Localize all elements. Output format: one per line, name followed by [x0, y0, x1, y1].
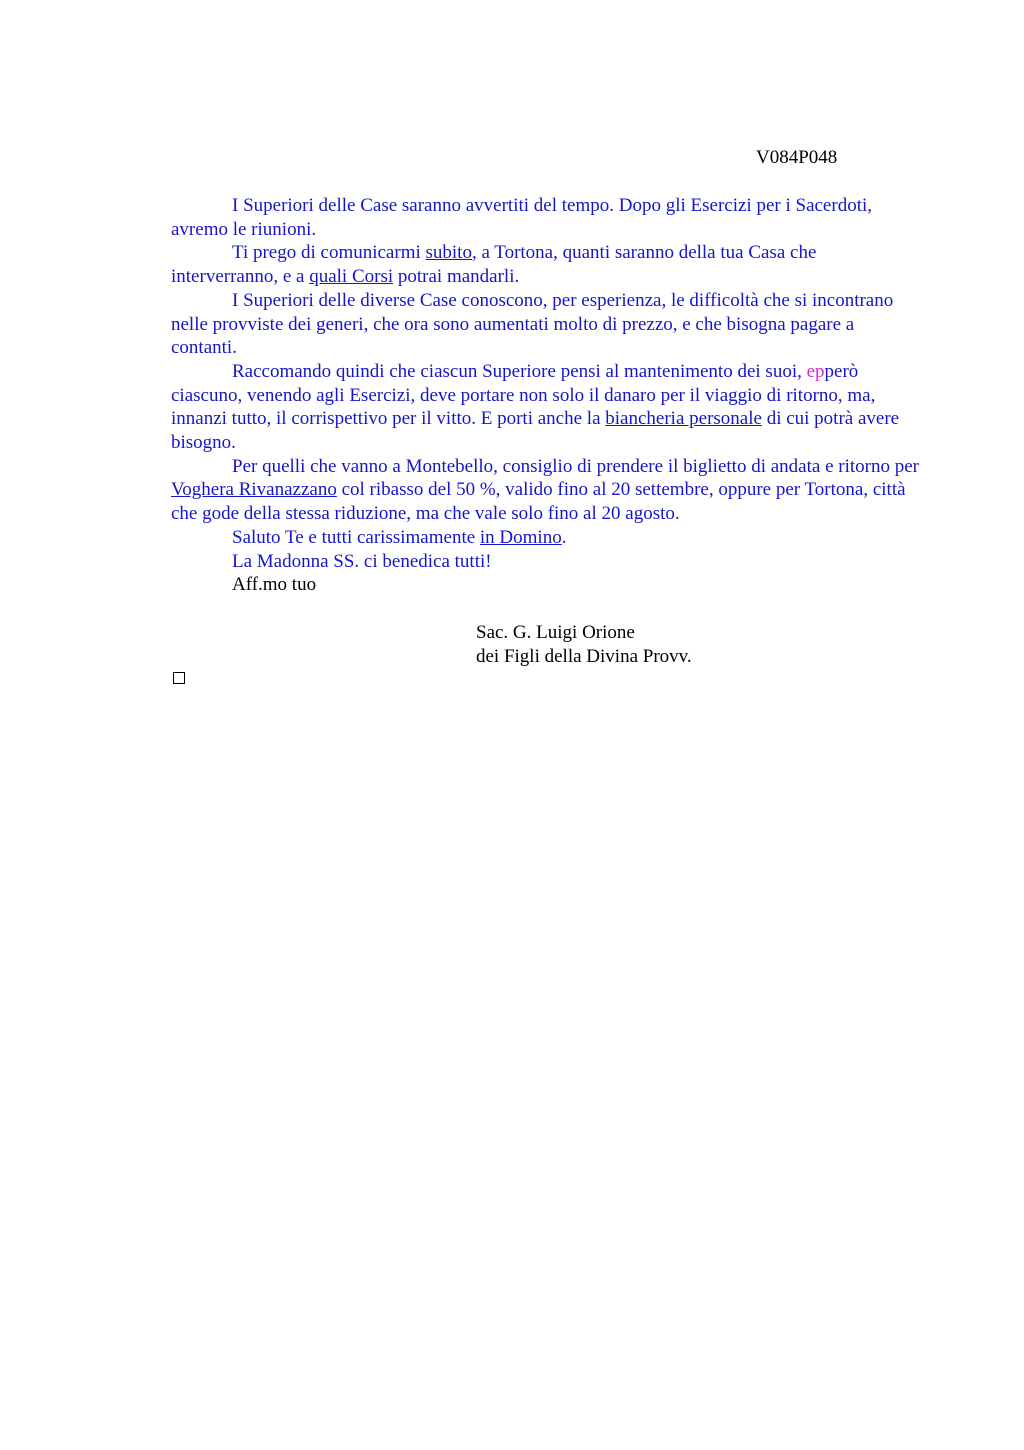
text-segment: .: [561, 526, 567, 548]
highlighted-text: ep: [806, 360, 825, 382]
end-marker-box-icon: [173, 672, 185, 684]
text-segment: Ti prego di comunicarmi: [232, 242, 426, 264]
signature-title: dei Figli della Divina Provv.: [476, 645, 692, 667]
paragraph-1: I Superiori delle Case saranno avvertiti del tempo. Dopo gli Esercizi per i Sacerdoti, avremo le riunioni.: [171, 195, 872, 240]
closing-line: Aff.mo tuo: [232, 574, 317, 596]
paragraph-5: [171, 455, 921, 526]
letter-body: [171, 194, 921, 597]
text-segment: potrai mandarli.: [393, 266, 520, 288]
paragraph-7: La Madonna SS. ci benedica tutti!: [232, 550, 492, 572]
page-code: V084P048: [756, 147, 838, 168]
text-segment: però ciascuno, venendo agli Esercizi, deve portare non solo il danaro per il viaggio di ritorno, ma, innanzi tutto, il corrispettivo per il vitto. E porti anche la: [171, 360, 876, 430]
paragraph-6: [171, 526, 921, 550]
text-segment: di cui potrà avere bisogno.: [171, 408, 900, 454]
text-segment: , a Tortona, quanti saranno della tua Casa che interverranno, e a: [171, 242, 817, 288]
underlined-text: quali Corsi: [309, 266, 394, 288]
text-segment: col ribasso del 50 %, valido fino al 20 settembre, oppure per Tortona, città che gode della stessa riduzione, ma che vale solo fino al 20 agosto.: [171, 479, 906, 525]
signature-block: [476, 621, 876, 668]
paragraph-3: I Superiori delle diverse Case conoscono, per esperienza, le difficoltà che si incontrano nelle provviste dei generi, che ora sono aumentati molto di prezzo, e che bisogna pagare a contanti.: [171, 289, 894, 359]
underlined-text: biancheria personale: [605, 408, 762, 430]
signature-name: Sac. G. Luigi Orione: [476, 622, 635, 643]
text-segment: Raccomando quindi che ciascun Superiore pensi al mantenimento dei suoi,: [232, 360, 807, 382]
underlined-text: Voghera Rivanazzano: [171, 479, 337, 501]
text-segment: Per quelli che vanno a Montebello, consiglio di prendere il biglietto di andata e ritorno per: [232, 455, 919, 477]
underlined-text: subito: [425, 242, 472, 264]
underlined-text: in Domino: [479, 526, 562, 548]
paragraph-2: [171, 241, 921, 288]
text-segment: Saluto Te e tutti carissimamente: [232, 526, 480, 548]
paragraph-4: [171, 360, 921, 455]
